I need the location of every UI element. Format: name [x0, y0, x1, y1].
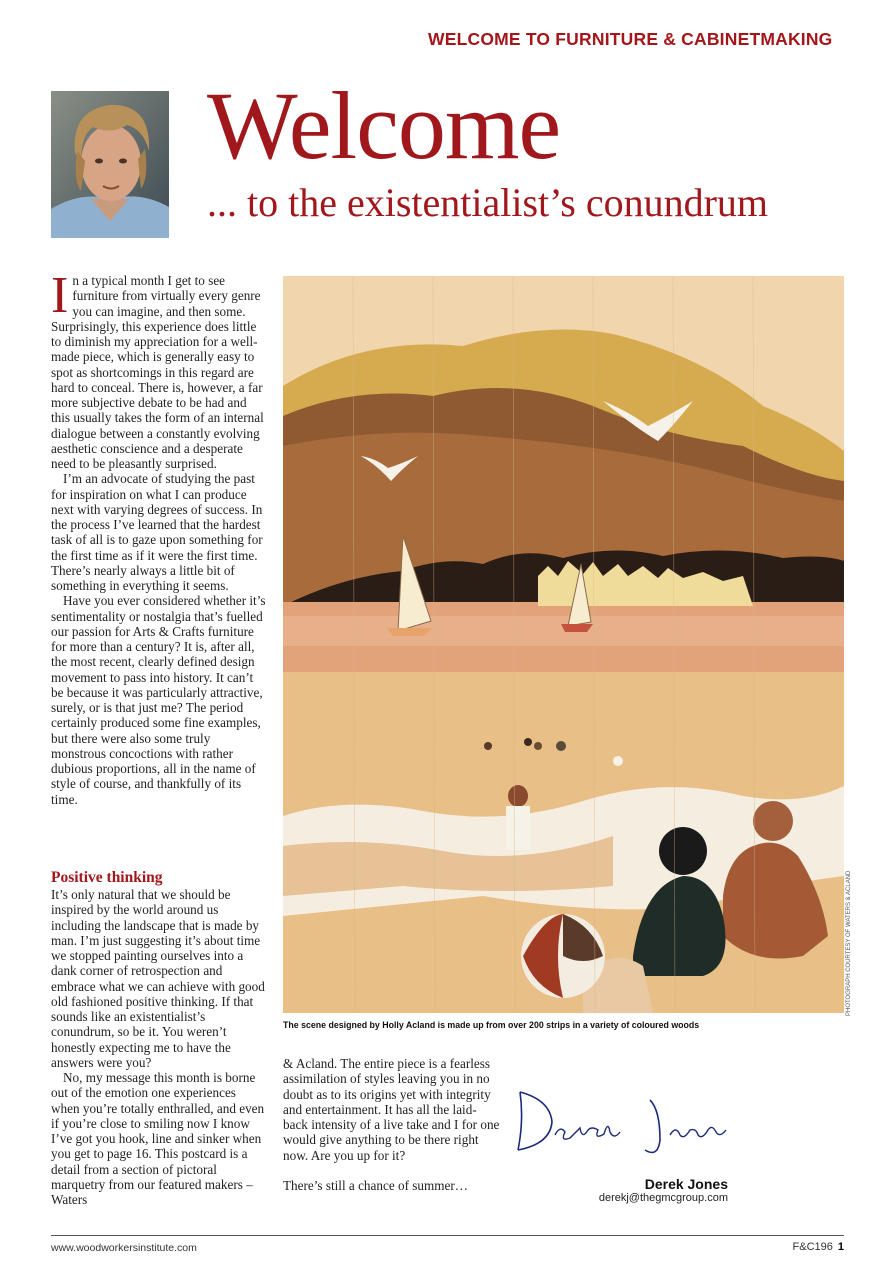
author-email[interactable]: derekj@thegmcgroup.com — [598, 1192, 728, 1204]
author-portrait — [51, 91, 169, 238]
article-paragraph: It’s only natural that we should be inspired by the world around us including the landscape that is made by man. I’m just suggesting it’s about time we stopped painting ourselves into a dank corner of retrospection and embrace what we can achieve with good old fashioned positive thinking. If that sounds like an existentialist’s conundrum, so be it. You weren’t honestly expecting me to have the answers were you? — [51, 887, 265, 1070]
author-name: Derek Jones — [644, 1176, 728, 1192]
section-title: WELCOME TO FURNITURE & CABINETMAKING — [428, 29, 833, 49]
image-caption: The scene designed by Holly Acland is made up from over 200 strips in a variety of coloured woods — [283, 1020, 700, 1030]
article-paragraph: & Acland. The entire piece is a fearless assimilation of styles leaving you in no doubt as to its origins yet with integrity and entertainment. It has all the laid-back intensity of a live take and I for one would give anything to be there right now. Are you up for it? — [283, 1056, 500, 1163]
photo-credit-text: PHOTOGRAPH COURTESY OF WATERS & ACLAND — [846, 870, 852, 1016]
article-paragraph: I’m an advocate of studying the past for inspiration on what I can produce next with varying degrees of success. In the process I’ve learned that the hardest task of all is to gaze upon something for the first time as if it were the first time. There’s nearly always a little bit of something in everything it seems. — [51, 471, 263, 593]
article-paragraph: There’s still a chance of summer… — [283, 1177, 468, 1193]
marquetry-artwork — [283, 276, 844, 1013]
handwritten-signature — [510, 1080, 735, 1162]
issue-number: F&C196 — [792, 1241, 833, 1253]
footer-url[interactable]: www.woodworkersinstitute.com — [51, 1242, 197, 1254]
footer-page-info — [793, 1241, 844, 1253]
page-title: Welcome — [207, 72, 561, 179]
article-column-1b — [51, 887, 266, 1207]
drop-cap: I — [51, 267, 69, 324]
article-paragraph: No, my message this month is borne out of the emotion one experiences when you’re totally enthralled, and even if you’re close to smiling now I know I’ve got you hook, line and sinker when you get to page 16. This postcard is a detail from a section of pictoral marquetry from our featured makers – Waters — [51, 1070, 265, 1207]
subheading: Positive thinking — [51, 869, 163, 886]
page-number: 1 — [837, 1241, 844, 1253]
article-column-1 — [51, 267, 266, 807]
page-subtitle: ... to the existentialist’s conundrum — [207, 180, 769, 225]
article-paragraph: n a typical month I get to see furniture from virtually every genre you can imagine, and then some. Surprisingly, this experience does little to diminish my appreciation for a well-made piece, which is generally easy to spot as shortcomings in this regard are hard to conceal. There is, however, a far more subjective debate to be had and this usually takes the form of an internal dialogue between a constantly evolving aesthetic conscience and a desperate need to be pleasantly surprised. — [51, 273, 264, 471]
footer-divider — [51, 1235, 844, 1236]
article-column-2 — [283, 1056, 501, 1193]
article-paragraph: Have you ever considered whether it’s sentimentality or nostalgia that’s fuelled our passion for Arts & Crafts furniture for more than a century? It is, after all, the most recent, clearly defined design movement to pass into history. It can’t be because it was particularly attractive, surely, or is that just me? The period certainly produced some fine examples, but there were also some truly monstrous concoctions with rather dubious proportions, all in the name of style of course, and thankfully of its time. — [51, 593, 266, 807]
